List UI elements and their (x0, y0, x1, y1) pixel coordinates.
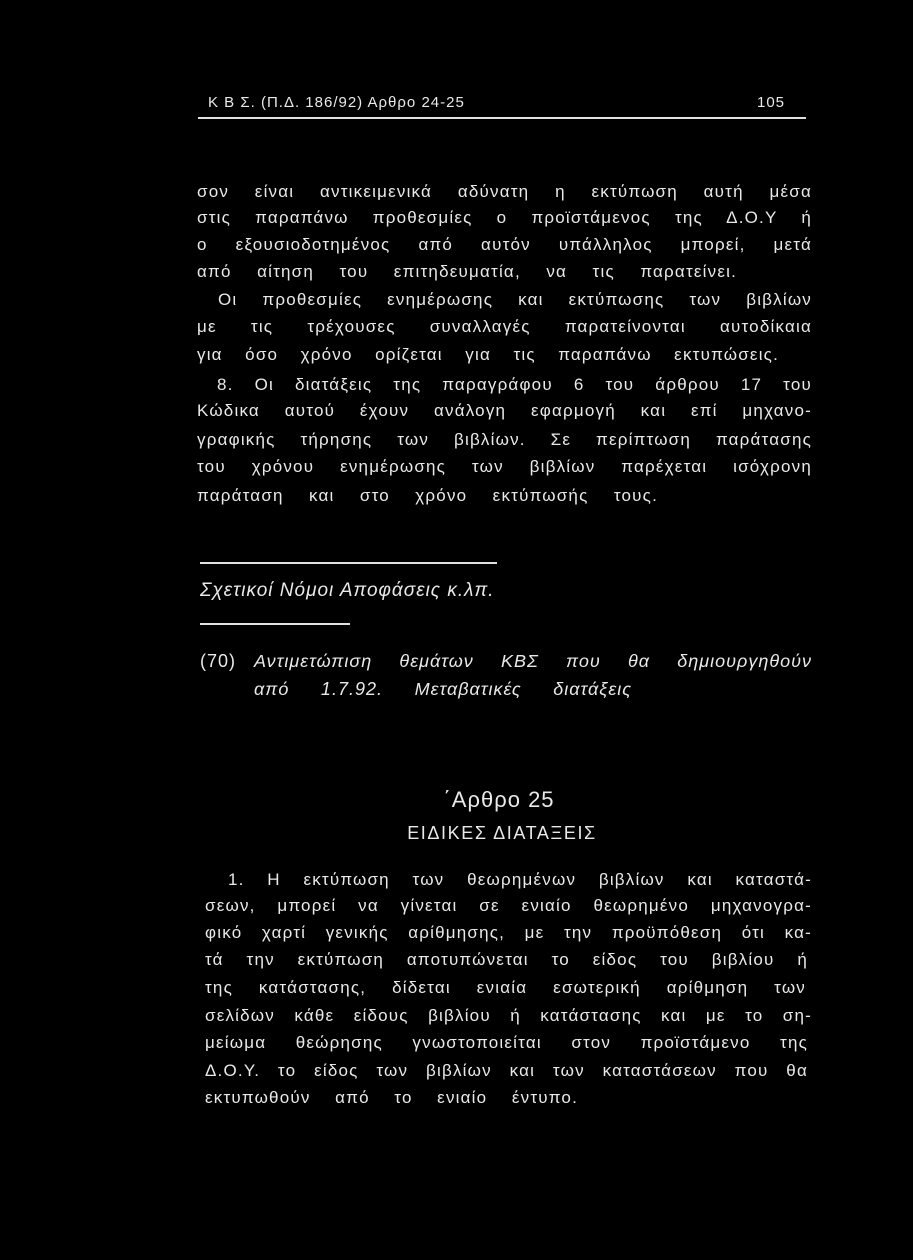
body-line: από αίτηση του επιτηδευματία, να τις παρατείνει. (197, 262, 737, 281)
header-rule (198, 117, 806, 119)
article-title: ΄Αρθρο 25 (443, 787, 555, 812)
body-line: με τις τρέχουσες συναλλαγές παρατείνονται αυτοδίκαια (197, 317, 812, 336)
body-line: γραφικής τήρησης των βιβλίων. Σε περίπτωση παράτασης (197, 430, 812, 449)
page-number: 105 (757, 94, 786, 111)
article-line: 1. Η εκτύπωση των θεωρημένων βιβλίων και καταστά- (228, 870, 812, 889)
section-rule-bottom (200, 623, 350, 625)
body-line: ο εξουσιοδοτημένος από αυτόν υπάλληλος μπορεί, μετά (197, 235, 812, 254)
body-line: σον είναι αντικειμενικά αδύνατη η εκτύπωση αυτή μέσα (197, 182, 812, 201)
article-line: Δ.Ο.Υ. το είδος των βιβλίων και των καταστάσεων που θα (205, 1061, 808, 1080)
body-line: για όσο χρόνο ορίζεται για τις παραπάνω εκτυπώσεις. (197, 345, 779, 364)
article-line: εκτυπωθούν από το ενιαίο έντυπο. (205, 1088, 578, 1107)
section-rule-top (200, 562, 497, 564)
article-line: μείωμα θεώρησης γνωστοποιείται στον προϊστάμενο της (205, 1033, 808, 1052)
article-line: σεων, μπορεί να γίνεται σε ενιαίο θεωρημένο μηχανογρα- (205, 896, 812, 915)
running-title: Κ Β Σ. (Π.Δ. 186/92) Αρθρο 24-25 (208, 94, 465, 111)
article-line: τά την εκτύπωση αποτυπώνεται το είδος του βιβλίου ή (205, 950, 808, 969)
article-line: της κατάστασης, δίδεται ενιαία εσωτερική αρίθμηση των (205, 978, 806, 997)
note-number: (70) (200, 651, 237, 671)
body-line: Κώδικα αυτού έχουν ανάλογη εφαρμογή και επί μηχανο- (197, 401, 812, 420)
related-heading: Σχετικοί Νόμοι Αποφάσεις κ.λπ. (200, 580, 495, 601)
body-line: παράταση και στο χρόνο εκτύπωσής τους. (197, 486, 658, 505)
note-line: από 1.7.92. Μεταβατικές διατάξεις (254, 679, 632, 699)
body-line: Οι προθεσμίες ενημέρωσης και εκτύπωσης των βιβλίων (218, 290, 812, 309)
article-subtitle: ΕΙΔΙΚΕΣ ΔΙΑΤΑΞΕΙΣ (407, 823, 597, 843)
body-line: του χρόνου ενημέρωσης των βιβλίων παρέχεται ισόχρονη (197, 457, 812, 476)
body-line: 8. Οι διατάξεις της παραγράφου 6 του άρθρου 17 του (217, 375, 812, 394)
article-line: φικό χαρτί γενικής αρίθμησης, με την προϋπόθεση ότι κα- (205, 923, 812, 942)
note-line: Αντιμετώπιση θεμάτων ΚΒΣ που θα δημιουργηθούν (254, 651, 812, 671)
body-line: στις παραπάνω προθεσμίες ο προϊστάμενος της Δ.Ο.Υ ή (197, 208, 812, 227)
article-line: σελίδων κάθε είδους βιβλίου ή κατάστασης και με το ση- (205, 1006, 812, 1025)
